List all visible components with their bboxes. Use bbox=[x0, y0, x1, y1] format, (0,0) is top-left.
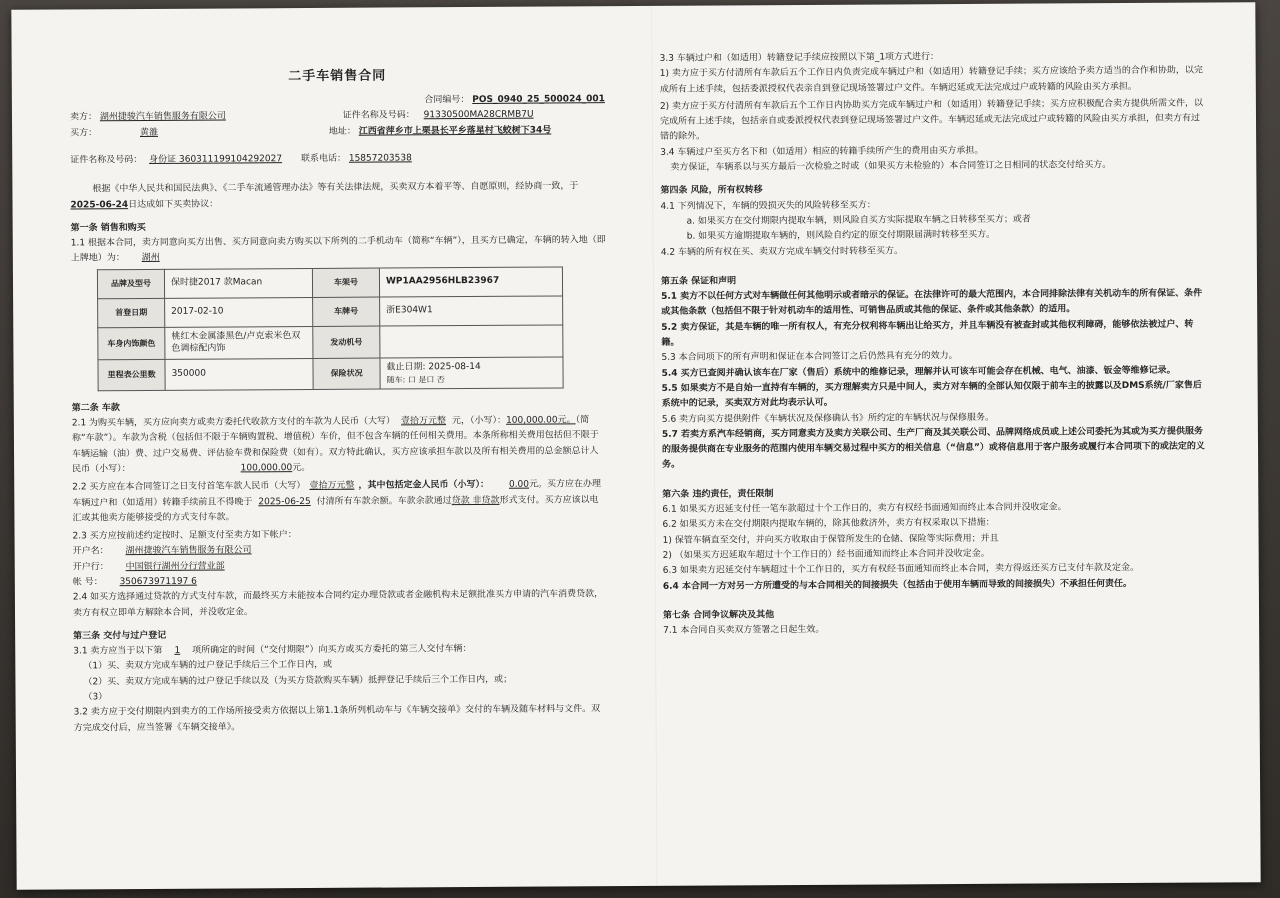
insurance-expiry: 截止日期: 2025-08-14 bbox=[386, 361, 481, 373]
intro-paragraph bbox=[70, 179, 605, 213]
clause-5-3: 5.3 本合同项下的所有声明和保证在本合同签订之后仍然具有充分的效力。 bbox=[661, 351, 958, 364]
clause-5-7: 5.7 若卖方系汽车经销商，买方同意卖方及卖方关联公司、生产厂商及其关联公司、品牌网络成员或上述公司委托为其或为买方提供服务的服务提供商在专业服务的范围内使用车辆交易过程中买方的相关信息（“信息”）或将信息用于客户服务或履行本合同项下的或法定的义务。 bbox=[661, 426, 1205, 471]
price-uppercase: 壹拾万元整 bbox=[401, 416, 447, 427]
clause-4-2: 4.2 车辆的所有权在买、卖双方完成车辆交付时转移至买方。 bbox=[660, 245, 904, 258]
clause-5-4: 5.4 买方已查阅并确认该车在厂家（售后）系统中的维修记录，理解并认可该车可能会存在机械、电气、油漆、钣金等维修记录。 bbox=[661, 365, 1176, 379]
clause-2-2-e: 形式支付。买方应该以电汇或其他卖方能够接受的方式支付车款。 bbox=[72, 494, 599, 524]
transfer-city: 湖州 bbox=[141, 253, 160, 264]
engine-value bbox=[380, 325, 563, 358]
account-name: 湖州捷骏汽车销售服务有限公司 bbox=[125, 545, 252, 557]
clause-5-6: 5.6 卖方向买方提供附件《车辆状况及保修确认书》所约定的车辆状况与保修服务。 bbox=[661, 412, 995, 425]
clause-3-4: 3.4 车辆过户至买方名下和（如适用）相应的转籍手续所产生的费用由买方承担。 bbox=[660, 145, 984, 158]
insurance-value bbox=[380, 357, 563, 389]
section-2-title: 第二条 车款 bbox=[71, 402, 120, 414]
clause-3-3-2: 2) 卖方应于买方付清所有车款后五个工作日内协助买方完成车辆过户和（如适用）转籍登记手续；买方应积极配合卖方提供所需文件，以完成所有上述手续，包括亲自或委派授权代表到登记现场签署过户文件。车辆迟延或无法完成过户或转籍的风险由买方承担，但卖方有过错的除外。 bbox=[659, 98, 1204, 143]
mileage-value: 350000 bbox=[165, 358, 313, 390]
buyer-id-row bbox=[70, 150, 605, 169]
clause-5-5: 5.5 如果卖方不是自始一直持有车辆的，买方理解卖方只是中间人，卖方对车辆的全部认知仅限于前车主的披露以及DMS系统/厂家售后系统中的记录，买卖双方对此均表示认可。 bbox=[661, 380, 1202, 410]
clause-2-2-b: ，其中包括定金人民币（小写）： bbox=[358, 480, 489, 491]
clause-2-2-d: 付清所有车款余额。车款余款通过 bbox=[316, 495, 452, 507]
engine-label: 发动机号 bbox=[313, 326, 380, 359]
clause-3-1-b: 项所确定的时间（“交付期限”）向买方或买方委托的第三人交付车辆： bbox=[192, 644, 472, 656]
clause-3-3: 3.3 车辆过户和（如适用）转籍登记手续应按照以下第_1项方式进行： bbox=[659, 52, 940, 64]
intro-text: 根据《中华人民共和国民法典》、《二手车流通管理办法》等有关法律法规，买卖双方本着平等、自愿原则，经协商一致，于 bbox=[92, 181, 579, 195]
balance-deadline: 2025-06-25 bbox=[258, 496, 311, 507]
buyer-name: 黄雒 bbox=[139, 127, 159, 138]
right-page bbox=[660, 49, 1209, 640]
account-number: 350673971197 6 bbox=[119, 576, 197, 588]
clause-6-4: 6.4 本合同一方对另一方所遭受的与本合同相关的间接损失（包括由于使用车辆而导致的间接损失）不承担任何责任。 bbox=[662, 578, 1132, 592]
loan-option: 贷款 非贷款 bbox=[451, 495, 500, 506]
first-payment-uppercase: 壹拾万元整 bbox=[309, 480, 355, 492]
clause-3-2: 3.2 卖方应于交付期限内到卖方的工作场所接受卖方依据以上第1.1条所列机动车与《车辆交接单》交付的车辆及随车材料与文件。双方完成交付后，应当签署《车辆交接单》。 bbox=[73, 704, 601, 734]
clause-2-1-c: （简称“车款”）。车款为含税（包括但不限于车辆购置税、增值税）车价，但不包含车辆的任何相关费用。本条所称相关费用包括但不限于车辆运输（油）费、过户交易费、评估验车费和保险费（如有）。双方特此确认，买方应该承担车款以及所有相关费用的总金额总计人民币（小写）： bbox=[71, 415, 599, 475]
contract-number-label: 合同编号： bbox=[424, 95, 470, 106]
color-value: 桃红木金属漆黑色/卢克索米色双色调棕配内饰 bbox=[165, 326, 313, 359]
clause-3-1-2: （2）买、卖双方完成车辆的过户登记手续以及（为买方贷款购买车辆）抵押登记手续后三个工作日内，或； bbox=[83, 674, 513, 688]
buyer-id-label: 证件名称及号码： bbox=[70, 154, 143, 166]
clause-4-1: 4.1 下列情况下，车辆的毁损灭失的风险转移至买方： bbox=[660, 200, 876, 212]
account-bank: 中国银行湖州分行营业部 bbox=[125, 561, 225, 572]
clause-6-1: 6.1 如果买方迟延支付任一笔车款超过十个工作日的，卖方有权经书面通知而终止本合同并没收定金。 bbox=[662, 502, 1067, 515]
account-number-label: 帐 号： bbox=[72, 577, 103, 588]
color-label: 车身内饰颜色 bbox=[98, 327, 165, 360]
mileage-label: 里程表公里数 bbox=[98, 359, 165, 390]
phone-label: 联系电话： bbox=[300, 153, 346, 165]
reg-date-value: 2017-02-10 bbox=[165, 297, 313, 327]
vin-label: 车架号 bbox=[312, 268, 379, 297]
clause-1-1-text: 1.1 根据本合同，卖方同意向买方出售、买方同意向卖方购买以下所列的二手机动车（简称“车辆”），且买方已确定，车辆的转入地（即上牌地）为： bbox=[70, 235, 606, 264]
insurance-label: 保险状况 bbox=[313, 358, 380, 389]
insurance-follow: 随车: 口 是口 否 bbox=[386, 374, 445, 385]
section-5-title: 第五条 保证和声明 bbox=[660, 276, 737, 287]
section-6-title: 第六条 违约责任，责任限制 bbox=[662, 488, 774, 500]
section-4-title: 第四条 风险，所有权转移 bbox=[660, 185, 763, 197]
clause-2-3: 2.3 买方应按前述约定按时、足额支付至卖方如下帐户： bbox=[72, 530, 297, 542]
buyer-phone: 15857203538 bbox=[348, 153, 412, 164]
buyer-address: 江西省萍乡市上栗县长平乡落星村飞蛟树下34号 bbox=[358, 125, 552, 137]
clause-5-2: 5.2 卖方保证，其是车辆的唯一所有权人，有充分权利将车辆出让给买方，并且车辆没有被查封或其他权利障碍，能够依法被过户、转籍。 bbox=[661, 319, 1194, 348]
clause-2-2-a: 2.2 买方应在本合同签订之日支付首笔车款人民币（大写） bbox=[72, 481, 306, 493]
clause-3-1-3: （3） bbox=[83, 692, 108, 703]
section-3-title: 第三条 交付与过户登记 bbox=[73, 630, 167, 642]
page-title: 二手车销售合同 bbox=[288, 68, 387, 85]
address-label: 地址： bbox=[328, 126, 356, 137]
page-fold bbox=[651, 6, 658, 886]
vehicle-table bbox=[97, 266, 564, 391]
intro-end: 日达成如下买卖协议： bbox=[128, 199, 219, 210]
account-bank-label: 开户行： bbox=[72, 561, 109, 573]
clause-2-2-c: 元。买方应在办理车辆过户和（如适用）转籍手续前且不得晚于 bbox=[72, 479, 602, 508]
clause-4-1-b: b. 如果买方逾期提取车辆的，则风险自约定的原交付期限届满时转移至买方。 bbox=[686, 230, 996, 242]
clause-3-1-a: 3.1 卖方应当于以下第 bbox=[73, 646, 163, 657]
table-row bbox=[97, 267, 562, 299]
buyer-row bbox=[70, 123, 605, 142]
reg-date-label: 首登日期 bbox=[98, 298, 165, 327]
clause-1-1 bbox=[71, 233, 606, 267]
clause-6-2: 6.2 如果买方未在交付期限内提取车辆的，除其他救济外，卖方有权采取以下措施： bbox=[662, 518, 995, 531]
clause-2-1-d: 元。 bbox=[292, 462, 311, 474]
plate-value: 浙E304W1 bbox=[380, 296, 563, 326]
table-row bbox=[98, 296, 563, 328]
seller-label: 卖方： bbox=[69, 112, 98, 123]
brand-value: 保时捷2017 款Macan bbox=[164, 268, 312, 298]
delivery-option: 1 bbox=[174, 645, 181, 657]
price-number: 100,000.00元。 bbox=[506, 415, 576, 426]
clause-6-2-2: 2) （如果买方迟延取车超过十个工作日的）经书面通知而终止本合同并没收定金。 bbox=[662, 548, 990, 561]
clause-2-1-a: 2.1 为购买车辆，买方应向卖方或卖方委托代收款方支付的车款为人民币（大写） bbox=[71, 416, 396, 429]
clause-2-2 bbox=[72, 477, 607, 526]
seller-name: 湖州捷骏汽车销售服务有限公司 bbox=[99, 111, 226, 123]
contract-number: POS_0940_25_500024_001 bbox=[472, 94, 605, 106]
price-total: 100,000.00 bbox=[240, 463, 293, 474]
left-page bbox=[69, 6, 608, 736]
account-name-label: 开户名： bbox=[72, 546, 109, 557]
intro-date: 2025-06-24 bbox=[70, 199, 129, 211]
clause-2-4: 2.4 如买方选择通过贷款的方式支付车款，而最终买方未能按本合同约定办理贷款或者金融机构未足额批准买方申请的汽车消费贷款，卖方有权立即单方解除本合同，并没收定金。 bbox=[72, 589, 604, 619]
section-1-title: 第一条 销售和购买 bbox=[70, 222, 146, 234]
cert-label: 证件名称及号码： bbox=[342, 110, 415, 122]
clause-4-1-a: a. 如果买方在交付期限内提取车辆，则风险自买方实际提取车辆之日转移至买方；或者 bbox=[686, 214, 1031, 227]
buyer-label: 买方： bbox=[70, 127, 98, 139]
clause-6-2-1: 1) 保管车辆直至交付，并向买方收取由于保管所发生的仓储、保险等实际费用；并且 bbox=[662, 533, 999, 546]
vin-value: WP1AA2956HLB23967 bbox=[379, 267, 562, 297]
clause-7-1: 7.1 本合同自买卖双方签署之日起生效。 bbox=[663, 624, 825, 636]
plate-label: 车牌号 bbox=[313, 297, 380, 326]
clause-3-4-b: 卖方保证，车辆系以与买方最后一次检验之时或（如果买方未检验的）本合同签订之日相同的状态交付给买方。 bbox=[670, 160, 1112, 173]
table-row bbox=[98, 325, 563, 360]
brand-label: 品牌及型号 bbox=[97, 269, 164, 298]
clause-2-1-b: 元，（小写）： bbox=[452, 415, 507, 427]
clause-3-1-1: （1）买、卖双方完成车辆的过户登记手续后三个工作日内，或 bbox=[83, 660, 333, 672]
section-7-title: 第七条 合同争议解决及其他 bbox=[663, 609, 775, 621]
clause-5-1: 5.1 卖方不以任何方式对车辆做任何其他明示或者暗示的保证。在法律许可的最大范围内，本合同排除法律有关机动车的所有保证、条件或其他条款（包括但不限于针对机动车的适用性、可销售品质或其他的保证、条件或其他条款）的适用。 bbox=[661, 288, 1203, 318]
buyer-id: 身份证 360311199104292027 bbox=[149, 154, 283, 165]
cert-number: 91330500MA28CRMB7U bbox=[423, 110, 534, 121]
clause-2-1 bbox=[72, 413, 607, 477]
table-row bbox=[98, 357, 563, 391]
contract-sheet bbox=[11, 2, 1260, 890]
deposit-amount: 0.00 bbox=[508, 479, 530, 490]
clause-3-3-1: 1) 卖方应于买方付清所有车款后五个工作日内负责完成车辆过户和（如适用）转籍登记手续；买方应该给予卖方适当的合作和协助，以完成所有上述手续，包括委派授权代表亲自到登记现场签署过户文件。车辆迟延或无法完成过户或转籍的风险由买方承担。 bbox=[659, 65, 1203, 95]
clause-6-3: 6.3 如果卖方迟延交付车辆超过十个工作日的，买方有权经书面通知而终止本合同，卖方得返还买方已支付车款及定金。 bbox=[662, 563, 1139, 577]
